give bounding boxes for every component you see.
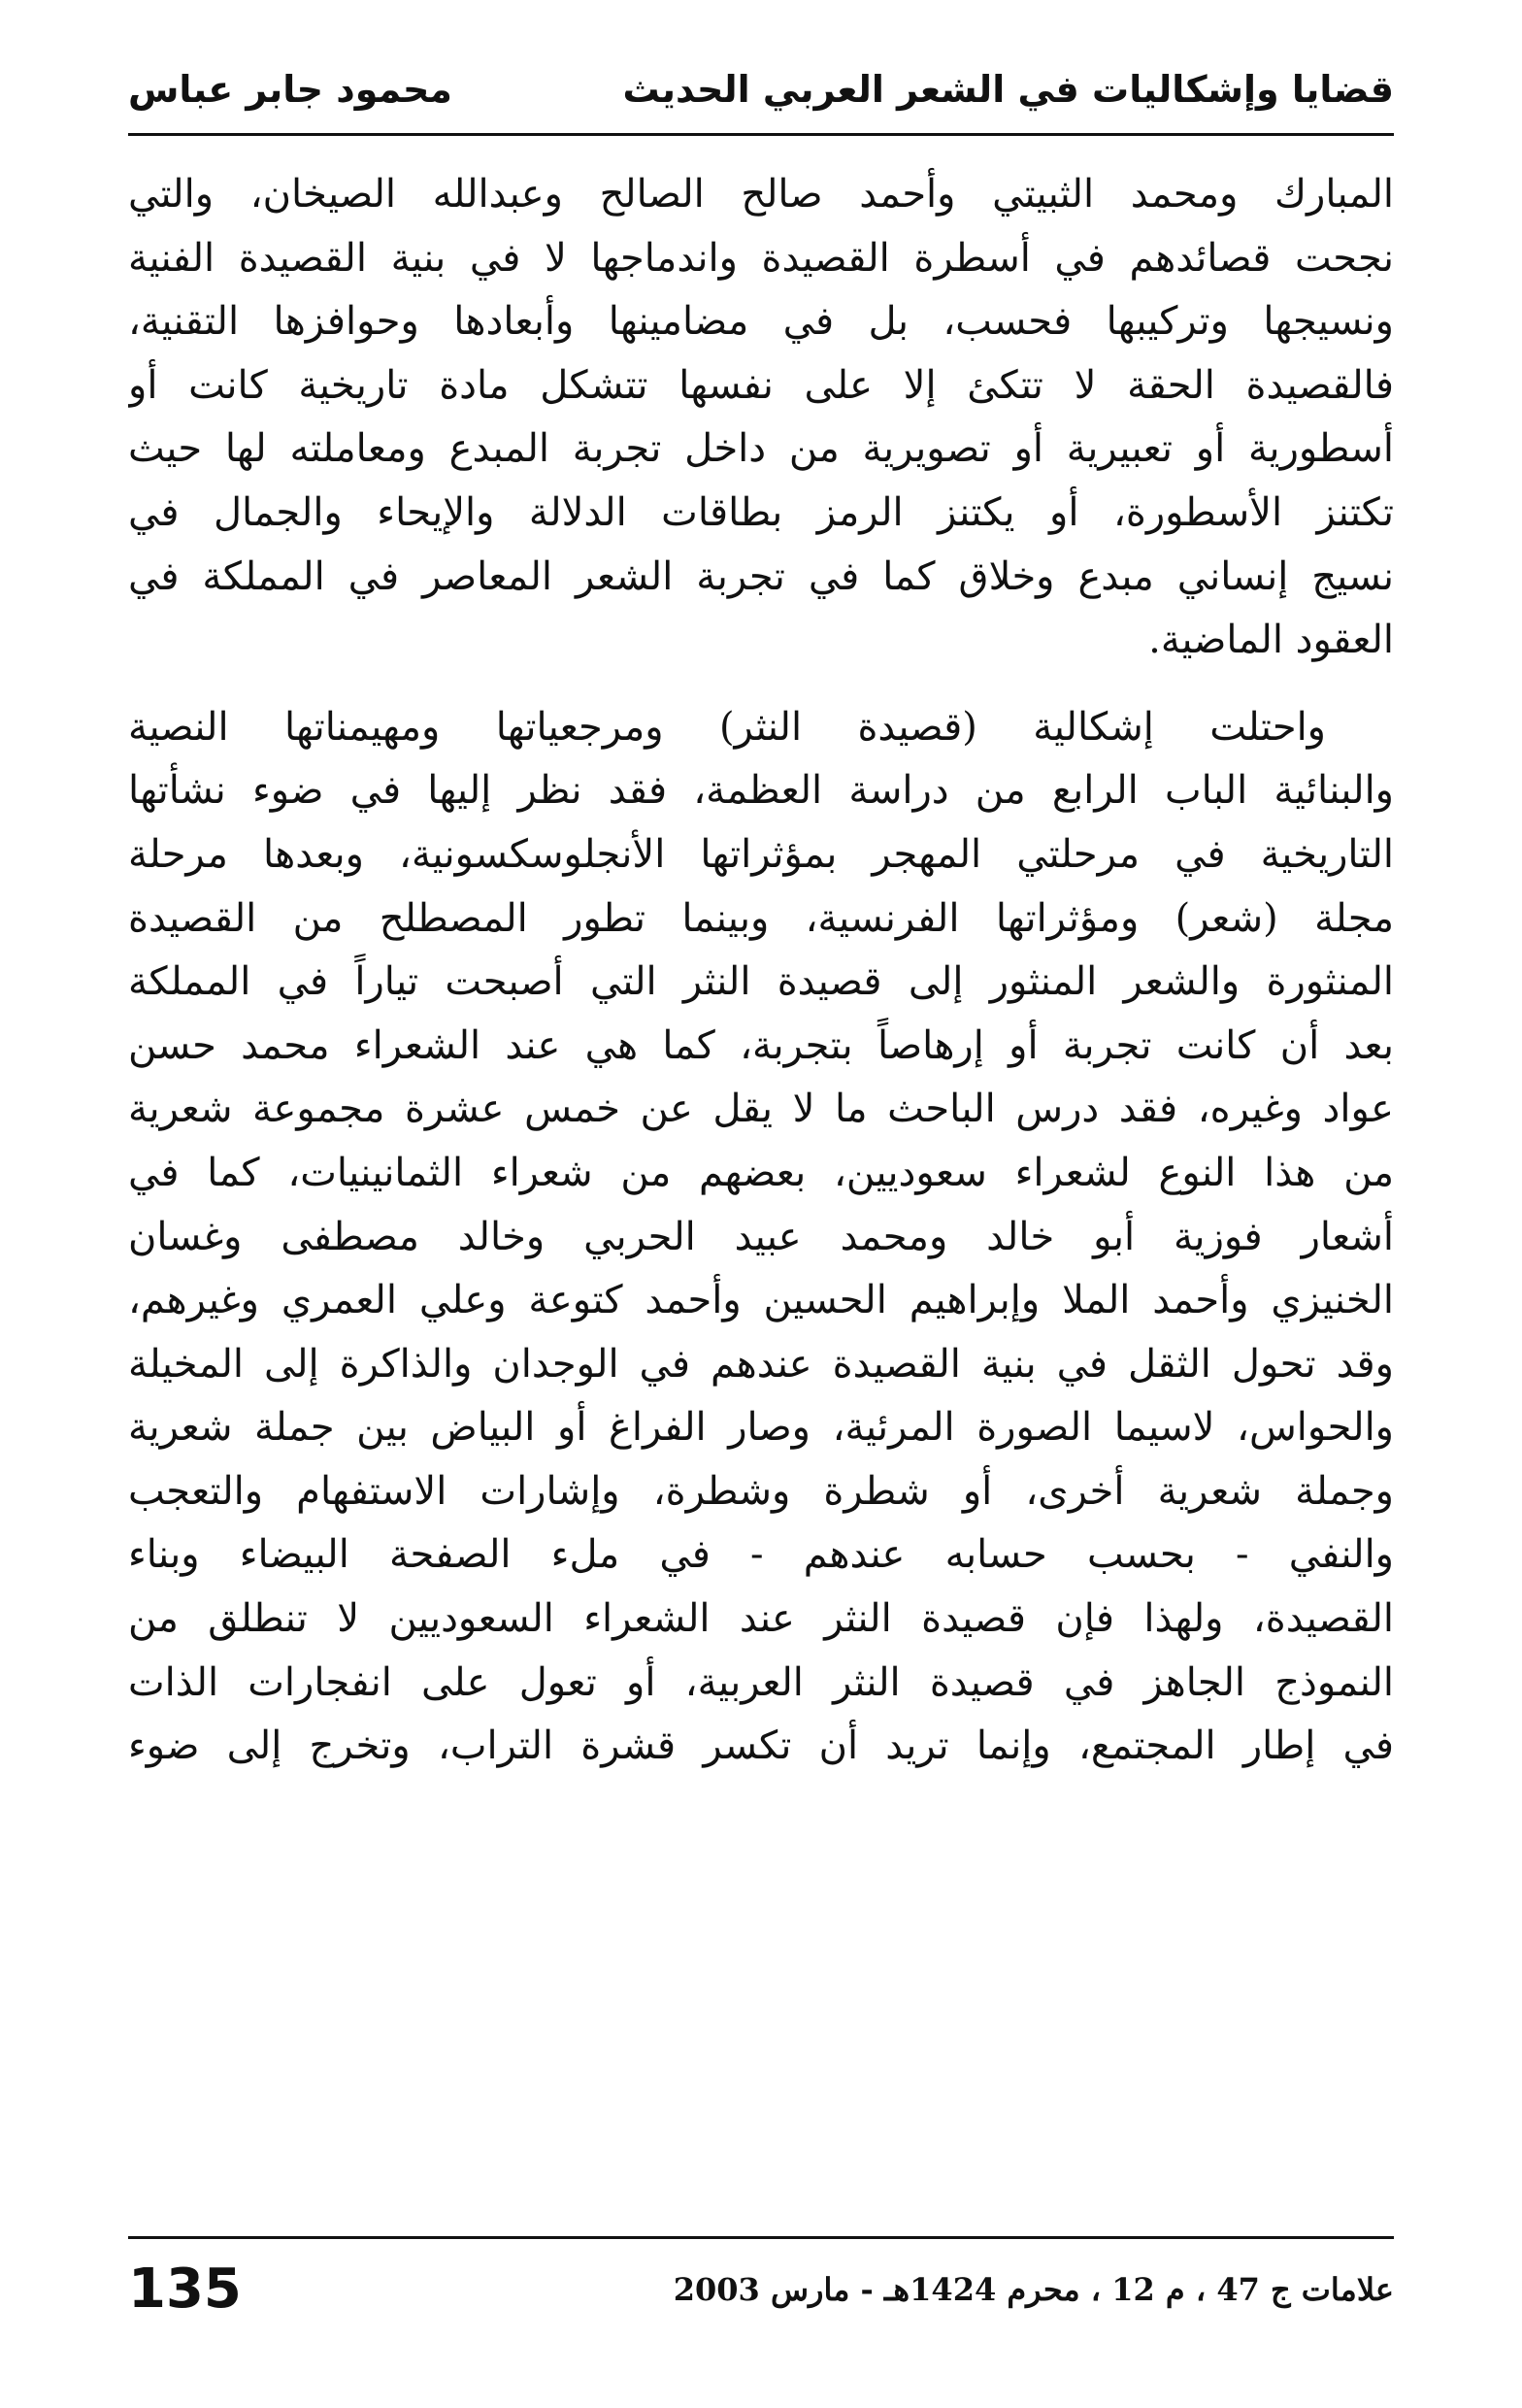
text-line: العقود الماضية. — [1148, 618, 1394, 663]
text-line: عواد وغيره، فقد درس الباحث ما لا يقل عن خمس عشرة مجموعة شعرية — [128, 1087, 1394, 1132]
text-line: واحتلت إشكالية (قصيدة النثر) ومرجعياتها ومهيمناتها النصية — [128, 704, 1326, 750]
text-line: والبنائية الباب الرابع من دراسة العظمة، فقد نظر إليها في ضوء نشأتها — [128, 768, 1394, 814]
running-header — [128, 50, 1394, 128]
paragraph-1 — [128, 163, 1394, 673]
text-line: نجحت قصائدهم في أسطرة القصيدة واندماجها لا في بنية القصيدة الفنية — [128, 235, 1394, 281]
text-line: تكتنز الأسطورة، أو يكتنز الرمز بطاقات الدلالة والإيحاء والجمال في — [128, 489, 1394, 535]
body-text — [128, 163, 1394, 1779]
text-line: النموذج الجاهز في قصيدة النثر العربية، أو تعول على انفجارات الذات — [128, 1659, 1394, 1705]
text-line: نسيج إنساني مبدع وخلاق كما في تجربة الشعر المعاصر في المملكة في — [128, 553, 1394, 599]
header-divider — [128, 133, 1394, 136]
text-line: فالقصيدة الحقة لا تتكئ إلا على نفسها تتشكل مادة تاريخية كانت أو — [128, 362, 1394, 408]
text-line: أشعار فوزية أبو خالد ومحمد عبيد الحربي وخالد مصطفى وغسان — [128, 1214, 1394, 1259]
text-line: التاريخية في مرحلتي المهجر بمؤثراتها الأنجلوسكسونية، وبعدها مرحلة — [128, 831, 1394, 877]
text-line: من هذا النوع لشعراء سعوديين، بعضهم من شعراء الثمانينيات، كما في — [128, 1150, 1394, 1195]
paragraph-spacer — [128, 673, 1394, 696]
text-line: مجلة (شعر) ومؤثراتها الفرنسية، وبينما تطور المصطلح من القصيدة — [128, 895, 1394, 941]
text-line: والنفي - بحسب حسابه عندهم - في ملء الصفحة البيضاء وبناء — [128, 1532, 1394, 1578]
journal-issue-info: علامات ج 47 ، م 12 ، محرم 1424هـ - مارس 2003 — [673, 2271, 1394, 2308]
text-line: في إطار المجتمع، وإنما تريد أن تكسر قشرة التراب، وتخرج إلى ضوء — [128, 1723, 1394, 1769]
page-number: 135 — [128, 2258, 242, 2321]
text-line: المنثورة والشعر المنثور إلى قصيدة النثر التي أصبحت تياراً في المملكة — [128, 959, 1394, 1005]
author-name: محمود جابر عباس — [128, 68, 452, 111]
text-line: ونسيجها وتركيبها فحسب، بل في مضامينها وأبعادها وحوافزها التقنية، — [128, 299, 1394, 345]
paragraph-2 — [128, 696, 1394, 1779]
text-line: المبارك ومحمد الثبيتي وأحمد صالح الصالح وعبدالله الصيخان، والتي — [128, 172, 1394, 217]
text-line: الخنيزي وأحمد الملا وإبراهيم الحسين وأحمد كتوعة وعلي العمري وغيرهم، — [128, 1278, 1394, 1323]
text-line: وجملة شعرية أخرى، أو شطرة وشطرة، وإشارات الاستفهام والتعجب — [128, 1468, 1394, 1514]
text-line: وقد تحول الثقل في بنية القصيدة عندهم في الوجدان والذاكرة إلى المخيلة — [128, 1341, 1394, 1387]
text-line: والحواس، لاسيما الصورة المرئية، وصار الفراغ أو البياض بين جملة شعرية — [128, 1405, 1394, 1451]
text-line: القصيدة، ولهذا فإن قصيدة النثر عند الشعراء السعوديين لا تنطلق من — [128, 1596, 1394, 1642]
text-line: أسطورية أو تعبيرية أو تصويرية من داخل تجربة المبدع ومعاملته لها حيث — [128, 426, 1394, 472]
footer-divider — [128, 2236, 1394, 2239]
text-line: بعد أن كانت تجربة أو إرهاصاً بتجربة، كما هي عند الشعراء محمد حسن — [128, 1022, 1394, 1068]
page-footer — [128, 2251, 1394, 2338]
book-title: قضايا وإشكاليات في الشعر العربي الحديث — [622, 68, 1394, 111]
